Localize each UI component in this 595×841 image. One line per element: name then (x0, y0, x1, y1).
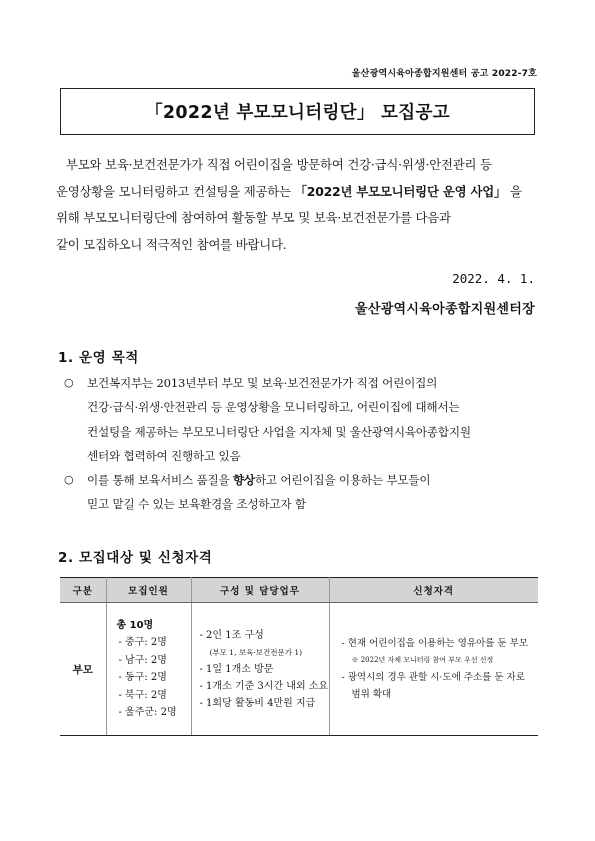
bullet-item: ○ 보건복지부는 2013년부터 부모 및 보육·보건전문가가 직접 어린이집의 건강·급식·위생·안전관리 등 운영상황을 모니터링하고, 어린이집에 대해서는 컨설팅을 제공하는 부모모니터링단 사업을 지자체 및 울산광역시육아종합지원 센터와 협력하여 진행하고 있음 (62, 371, 540, 468)
intro-line-2: 운영상황을 모니터링하고 컨설팅을 제공하는 「2022년 부모모니터링단 운영 사업」 을 (56, 183, 522, 199)
cell-type: 부모 (60, 603, 106, 736)
table-row (60, 603, 538, 736)
page-title: 「2022년 부모모니터링단」 모집공고 (145, 103, 450, 123)
cell-composition: - 2인 1조 구성 (부모 1, 보육·보건전문가 1) - 1일 1개소 방문 - 1개소 기준 3시간 내외 소요 - 1회당 활동비 4만원 지급 (191, 603, 329, 736)
intro-line-3: 위해 부모모니터링단에 참여하여 활동할 부모 및 보육·보건전문가를 다음과 (56, 210, 451, 225)
header-recruit: 모집인원 (106, 578, 191, 603)
section-2-title: 2. 모집대상 및 신청자격 (58, 550, 213, 566)
section-1-title: 1. 운영 목적 (58, 350, 139, 366)
cell-qualification: - 현재 어린이집을 이용하는 영유아를 둔 부모 ※ 2022년 자체 모니터링 참여 부모 우선 선정 - 광역시의 경우 관할 시·도에 주소를 둔 자로 범위 확대 (329, 603, 538, 736)
title-box (60, 88, 535, 135)
section-1-bullets (62, 371, 540, 517)
recruitment-table (60, 577, 538, 736)
header-composition: 구성 및 담당업무 (191, 578, 329, 603)
bullet-item: ○ 이를 통해 보육서비스 품질을 향상하고 어린이집을 이용하는 부모들이 믿고 맡길 수 있는 보육환경을 조성하고자 함 (62, 468, 540, 517)
intro-paragraph (56, 152, 540, 258)
circle-bullet-icon: ○ (64, 376, 74, 389)
notice-number: 울산광역시육아종합지원센터 공고 2022-7호 (351, 69, 537, 79)
cell-recruit: 총 10명 - 중구: 2명 - 남구: 2명 - 동구: 2명 - 북구: 2명 - 울주군: 2명 (106, 603, 191, 736)
table-header-row (60, 578, 538, 603)
intro-line-4: 같이 모집하오니 적극적인 참여를 바랍니다. (56, 236, 287, 252)
header-type: 구분 (60, 578, 106, 603)
organization-name: 울산광역시육아종합지원센터장 (354, 302, 535, 317)
circle-bullet-icon: ○ (64, 473, 74, 487)
header-qualification: 신청자격 (329, 578, 538, 603)
notice-date: 2022. 4. 1. (452, 271, 535, 286)
project-name: 「2022년 부모모니터링단 운영 사업」 (294, 183, 507, 199)
intro-line-1: 부모와 보육·보건전문가가 직접 어린이집을 방문하여 건강·급식·위생·안전관리 등 (66, 157, 492, 172)
